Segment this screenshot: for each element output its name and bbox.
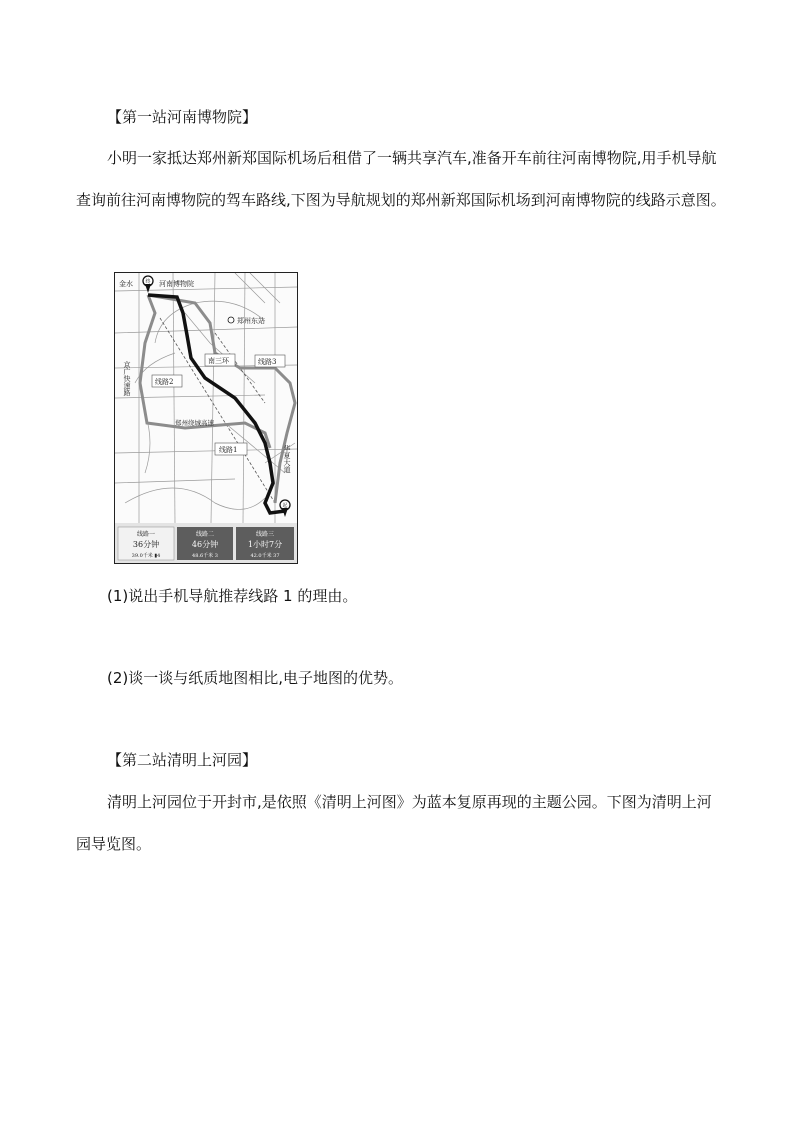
route-tab-3[interactable] (236, 527, 294, 560)
svg-text:36分钟: 36分钟 (132, 540, 160, 549)
svg-text:1小时7分: 1小时7分 (247, 540, 283, 549)
svg-text:线路三: 线路三 (255, 531, 275, 538)
station2-heading: 【第二站清明上河园】 (107, 751, 258, 769)
svg-text:郑州东站: 郑州东站 (237, 317, 265, 325)
label-expressway: 京广快速路 (123, 361, 131, 396)
question-2: (2)谈一谈与纸质地图相比,电子地图的优势。 (107, 669, 404, 687)
svg-text:线路一: 线路一 (136, 531, 156, 538)
svg-text:48.6千米 3: 48.6千米 3 (192, 553, 218, 559)
svg-text:起: 起 (282, 503, 288, 509)
label-avenue: 华夏大道 (283, 445, 291, 473)
label-museum: 河南博物院 (159, 280, 194, 288)
label-route-2: 线路2 (155, 378, 174, 386)
route-tab-2[interactable] (177, 527, 233, 560)
route-tabs (115, 523, 297, 563)
label-ring-road: 南三环 (208, 357, 229, 365)
station1-heading: 【第一站河南博物院】 (107, 108, 258, 126)
svg-text:42.0千米 37: 42.0千米 37 (250, 553, 280, 559)
label-jinshui: 金水 (119, 280, 133, 288)
station1-intro: 小明一家抵达郑州新郑国际机场后租借了一辆共享汽车,准备开车前往河南博物院,用手机导航查询前往河南博物院的驾车路线,下图为导航规划的郑州新郑国际机场到河南博物院的线路示意图。 (76, 149, 726, 209)
svg-text:终: 终 (145, 279, 151, 285)
question-1: (1)说出手机导航推荐线路 1 的理由。 (107, 587, 358, 605)
svg-text:39.0千米 ▮4: 39.0千米 ▮4 (131, 553, 161, 559)
label-highway: 郑州绕城高速 (175, 419, 214, 427)
end-marker (280, 500, 290, 517)
label-route-1: 线路1 (219, 446, 238, 454)
east-station-label (228, 316, 265, 325)
station2-intro: 清明上河园位于开封市,是依照《清明上河图》为蓝本复原再现的主题公园。下图为清明上河园导览图。 (76, 793, 712, 853)
route-tab-1[interactable] (118, 527, 174, 560)
svg-text:46分钟: 46分钟 (191, 540, 219, 549)
route-map (114, 272, 298, 564)
svg-text:线路二: 线路二 (195, 531, 215, 538)
label-route-3: 线路3 (258, 358, 277, 366)
